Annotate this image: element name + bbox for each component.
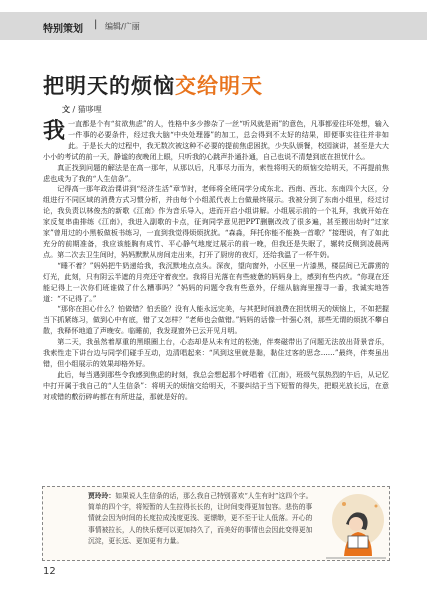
author-prefix: 文: [62, 105, 70, 114]
section-label: 特别策划: [43, 24, 83, 35]
paragraph: 此后，每当遇到那些令我感到焦虑的时刻，我总会想起那个呼唱着《江南》，班级气氛热烈的午后，从记忆中打开属于我自己的“人生信条”：将明天的烦恼交给明天，不要纠结于当下短暂的得失，把眼光放长远，在意对或错的敷衍碎屿都在有所进益，那就是好的。: [43, 369, 389, 401]
title-part-orange: 交给明天: [175, 73, 263, 98]
paragraph: 记得高一那年政治课讲到“经济生活”章节时，老师将全班同学分成东北、西南、西北、东南四个大区，分组进行不同区域的消费方式习惯分析，并由每个小组派代表上台做最终展示。我被分到了东南小组里，经过讨论，我负责以林俊杰的新歌《江南》作为音乐导入，进而开启小组讲解。小组展示前的一个礼拜，我就开始在家反复串曲排练《江南》，我进入副歌的卡点，征询同学意见把PPT删删改改了很多遍，甚至搬出幼时“过家家”曾用过的小黑板做板书练习，一直到我觉得烦烦扰扰。“森淼，拜托你能不能换一首歌？”接理说，有了如此充分的前期准备，我应该能胸有成竹、平心静气地度过展示的前一晚，但我还是失眠了，辗转反侧到凌晨两点。第二次去卫生间时，妈妈默默从房间走出来，打开了厨房的夜灯，还给我温了一杯牛奶。: [43, 184, 389, 259]
paragraph: 我一直都是个有“贫欲焦虑”的人，性格中多少掺杂了一丝“听风就是雨”的意色，凡事都爱往坏处想，输入一件事的必要条件，经过我大脑“中央处理器”的加工，总会得到不太好的结果，即便事实往往并非如此。于是长大的过程中，我无数次被这种不必要的提前焦虑困扰，少失队颁餐，校园演讲，甚至是大大小小的考试的前一天，静谧的夜晚闭上眼，只听我的心跳声扑通扑通，自己也说不清楚到底在担忧什么。: [43, 118, 389, 161]
paragraph: 真正找到问题的解法是在高一那年，从那以后，凡事尽力而为，索性将明天的烦恼交给明天，不再提前焦虑也成为了我的“人生信条”。: [43, 162, 389, 183]
author-name: / 猫哆哩: [72, 105, 102, 114]
page-header: [0, 0, 427, 62]
drop-cap: 我: [43, 118, 66, 144]
reading-girl-illustration: [318, 484, 392, 562]
author-line: [62, 104, 102, 115]
article-body: [43, 119, 389, 403]
note-body: 如果说人生信条的话，那么我自己特别喜欢“人生有时”这四个字。简单的四个字，将短暂的人生拉得长长的，让时间变得更加包容。悲伤的事情就会因为时间的长度拉成浅度更浅、更缥缈，更不至于让人低落。开心的事情被拉长，人的快乐便可以更加持久了，而美好的事情也会因此变得更加沉淀，更长远、更加更有力量。: [88, 492, 313, 545]
header-separator: |: [94, 19, 98, 30]
paragraph: “睡不着？”妈妈把牛奶递给我，我沉默地点点头。深夜，望向窗外，小区里一片漆黑，楼层间已无霹雳的灯光，此刻，只有阴云半遮的月亮还守着夜空。我将目光落在有些疲惫的妈妈身上，感到有些内疚。“你现在还能记得上一次你们班谁做了什么糟事吗？”妈妈的问题令我有些意外，仔细从脑海里搜寻一番，我诚实地答道：“不记得了。”: [43, 260, 389, 303]
note-name: 贾玲玲：: [88, 492, 116, 500]
paragraph: 第二天，我虽然着厚重的黑眼圈上台，心态却是从未有过的松弛，伴奏磁带出了问题无法放出背景音乐，我索性走下讲台边与同学们碰手互动，边清唱起来：“风到这里就是黏，黏住过客的思念……”最终，伴奏虽出错，但小组展示的效果却格外好。: [43, 337, 389, 368]
title-part-black: 把明天的烦恼: [43, 73, 175, 98]
article-title: [43, 70, 263, 100]
page-number: 12: [43, 566, 56, 577]
note-text: [88, 491, 313, 547]
paragraph: “那你在担心什么？怕做错？怕丢脸？没有人能永远完美，与其把时间浪费在担忧明天的烦恼上，不如把握当下抓紧练习，做到心中有底，错了又怎样？”老师也会做错。”妈妈的话像一针强心剂，那些无谓的烦扰不攀自散，我释怀地道了声晚安。临睡前，我发现窗外已云开见月明。: [43, 304, 389, 336]
editor-credit: 编辑/广丽: [105, 22, 140, 31]
